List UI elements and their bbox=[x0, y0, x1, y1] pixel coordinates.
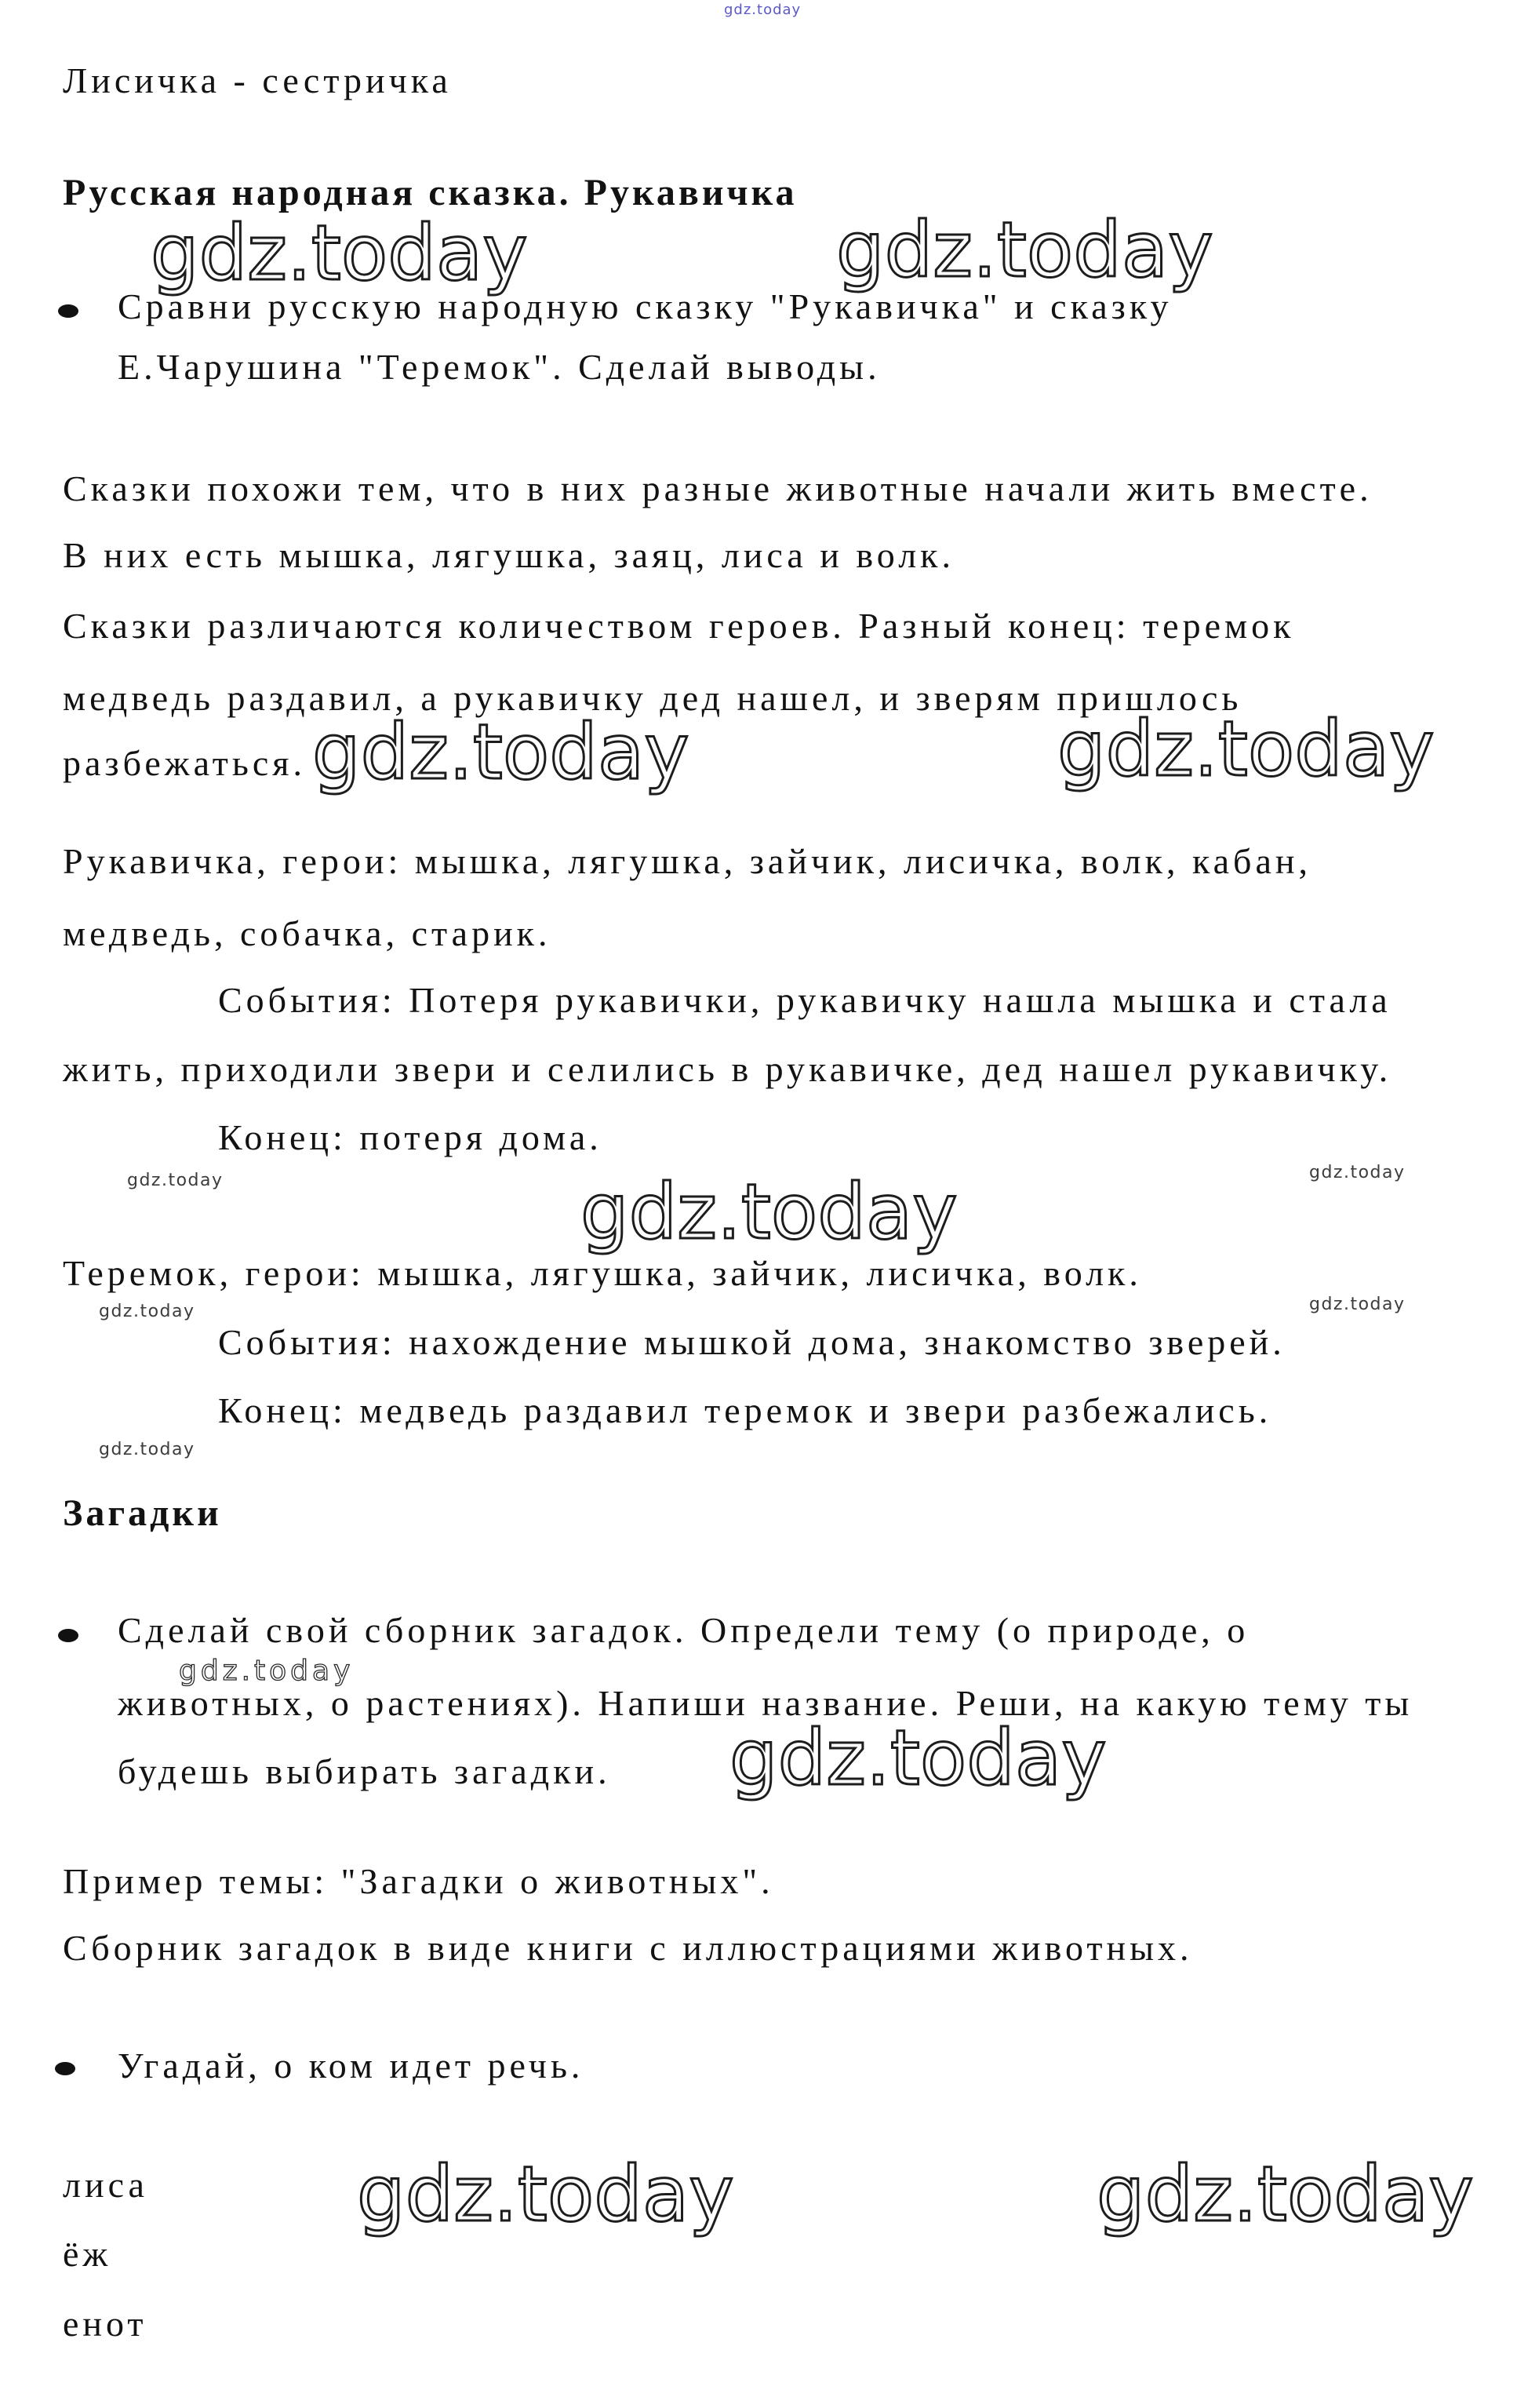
teremok-end-line: Конец: медведь раздавил теремок и звери разбежались. bbox=[218, 1390, 1272, 1430]
conclusion-line: В них есть мышка, лягушка, заяц, лиса и волк. bbox=[63, 535, 955, 575]
teremok-events-line: События: нахождение мышкой дома, знакомство зверей. bbox=[218, 1322, 1286, 1362]
conclusion-line: медведь раздавил, а рукавичку дед нашел, и зверям пришлось bbox=[63, 678, 1242, 718]
watermark-small: gdz.today bbox=[99, 1302, 195, 1321]
section-heading: Русская народная сказка. Рукавичка bbox=[63, 172, 798, 213]
watermark-large: gdz.today bbox=[1057, 705, 1435, 793]
conclusion-line: Сказки похожи тем, что в них разные животные начали жить вместе. bbox=[63, 468, 1373, 508]
riddles-example-line: Сборник загадок в виде книги с иллюстрациями животных. bbox=[63, 1928, 1193, 1968]
riddles-task-line: будешь выбирать загадки. bbox=[118, 1751, 611, 1791]
watermark-small: gdz.today bbox=[127, 1171, 224, 1190]
conclusion-line: разбежаться. bbox=[63, 743, 306, 783]
rukavichka-end-line: Конец: потеря дома. bbox=[218, 1117, 602, 1157]
riddles-example-line: Пример темы: "Загадки о животных". bbox=[63, 1861, 774, 1901]
task-compare-line: Е.Чарушина "Теремок". Сделай выводы. bbox=[118, 347, 881, 387]
rukavichka-heroes-line: медведь, собачка, старик. bbox=[63, 913, 551, 953]
guess-task-line: Угадай, о ком идет речь. bbox=[118, 2046, 584, 2086]
answer-item: ёж bbox=[63, 2234, 112, 2274]
watermark-large: gdz.today bbox=[151, 209, 528, 297]
watermark-large: gdz.today bbox=[312, 708, 689, 796]
rukavichka-events-line: жить, приходили звери и селились в рукавичке, дед нашел рукавичку. bbox=[63, 1049, 1392, 1089]
teremok-heroes-line: Теремок, герои: мышка, лягушка, зайчик, лисичка, волк. bbox=[63, 1253, 1142, 1293]
bullet-icon bbox=[58, 304, 78, 318]
story-title: Лисичка - сестричка bbox=[63, 60, 452, 100]
watermark-large: gdz.today bbox=[1097, 2150, 1474, 2239]
rukavichka-heroes-line: Рукавичка, герои: мышка, лягушка, зайчик, лисичка, волк, кабан, bbox=[63, 841, 1311, 881]
rukavichka-events-line: События: Потеря рукавички, рукавичку нашла мышка и стала bbox=[218, 980, 1391, 1020]
conclusion-line: Сказки различаются количеством героев. Разный конец: теремок bbox=[63, 606, 1295, 646]
bullet-icon bbox=[58, 1629, 78, 1642]
watermark-large: gdz.today bbox=[729, 1714, 1107, 1802]
watermark-small: gdz.today bbox=[1309, 1163, 1406, 1182]
watermark-small: gdz.today bbox=[99, 1440, 195, 1459]
watermark-medium: gdz.today bbox=[179, 1655, 355, 1687]
riddles-task-line: Сделай свой сборник загадок. Определи тему (о природе, о bbox=[118, 1610, 1250, 1650]
watermark-top: gdz.today bbox=[724, 2, 802, 18]
riddles-task-line: животных, о растениях). Напиши название. Реши, на какую тему ты bbox=[118, 1683, 1413, 1723]
watermark-large: gdz.today bbox=[580, 1168, 958, 1256]
task-compare-line: Сравни русскую народную сказку "Рукавичка" и сказку bbox=[118, 286, 1173, 326]
riddles-heading: Загадки bbox=[63, 1492, 222, 1534]
answer-item: лиса bbox=[63, 2165, 148, 2205]
watermark-small: gdz.today bbox=[1309, 1295, 1406, 1314]
bullet-icon bbox=[55, 2062, 75, 2075]
answer-item: енот bbox=[63, 2304, 147, 2344]
watermark-large: gdz.today bbox=[836, 206, 1213, 294]
watermark-large: gdz.today bbox=[357, 2150, 734, 2239]
